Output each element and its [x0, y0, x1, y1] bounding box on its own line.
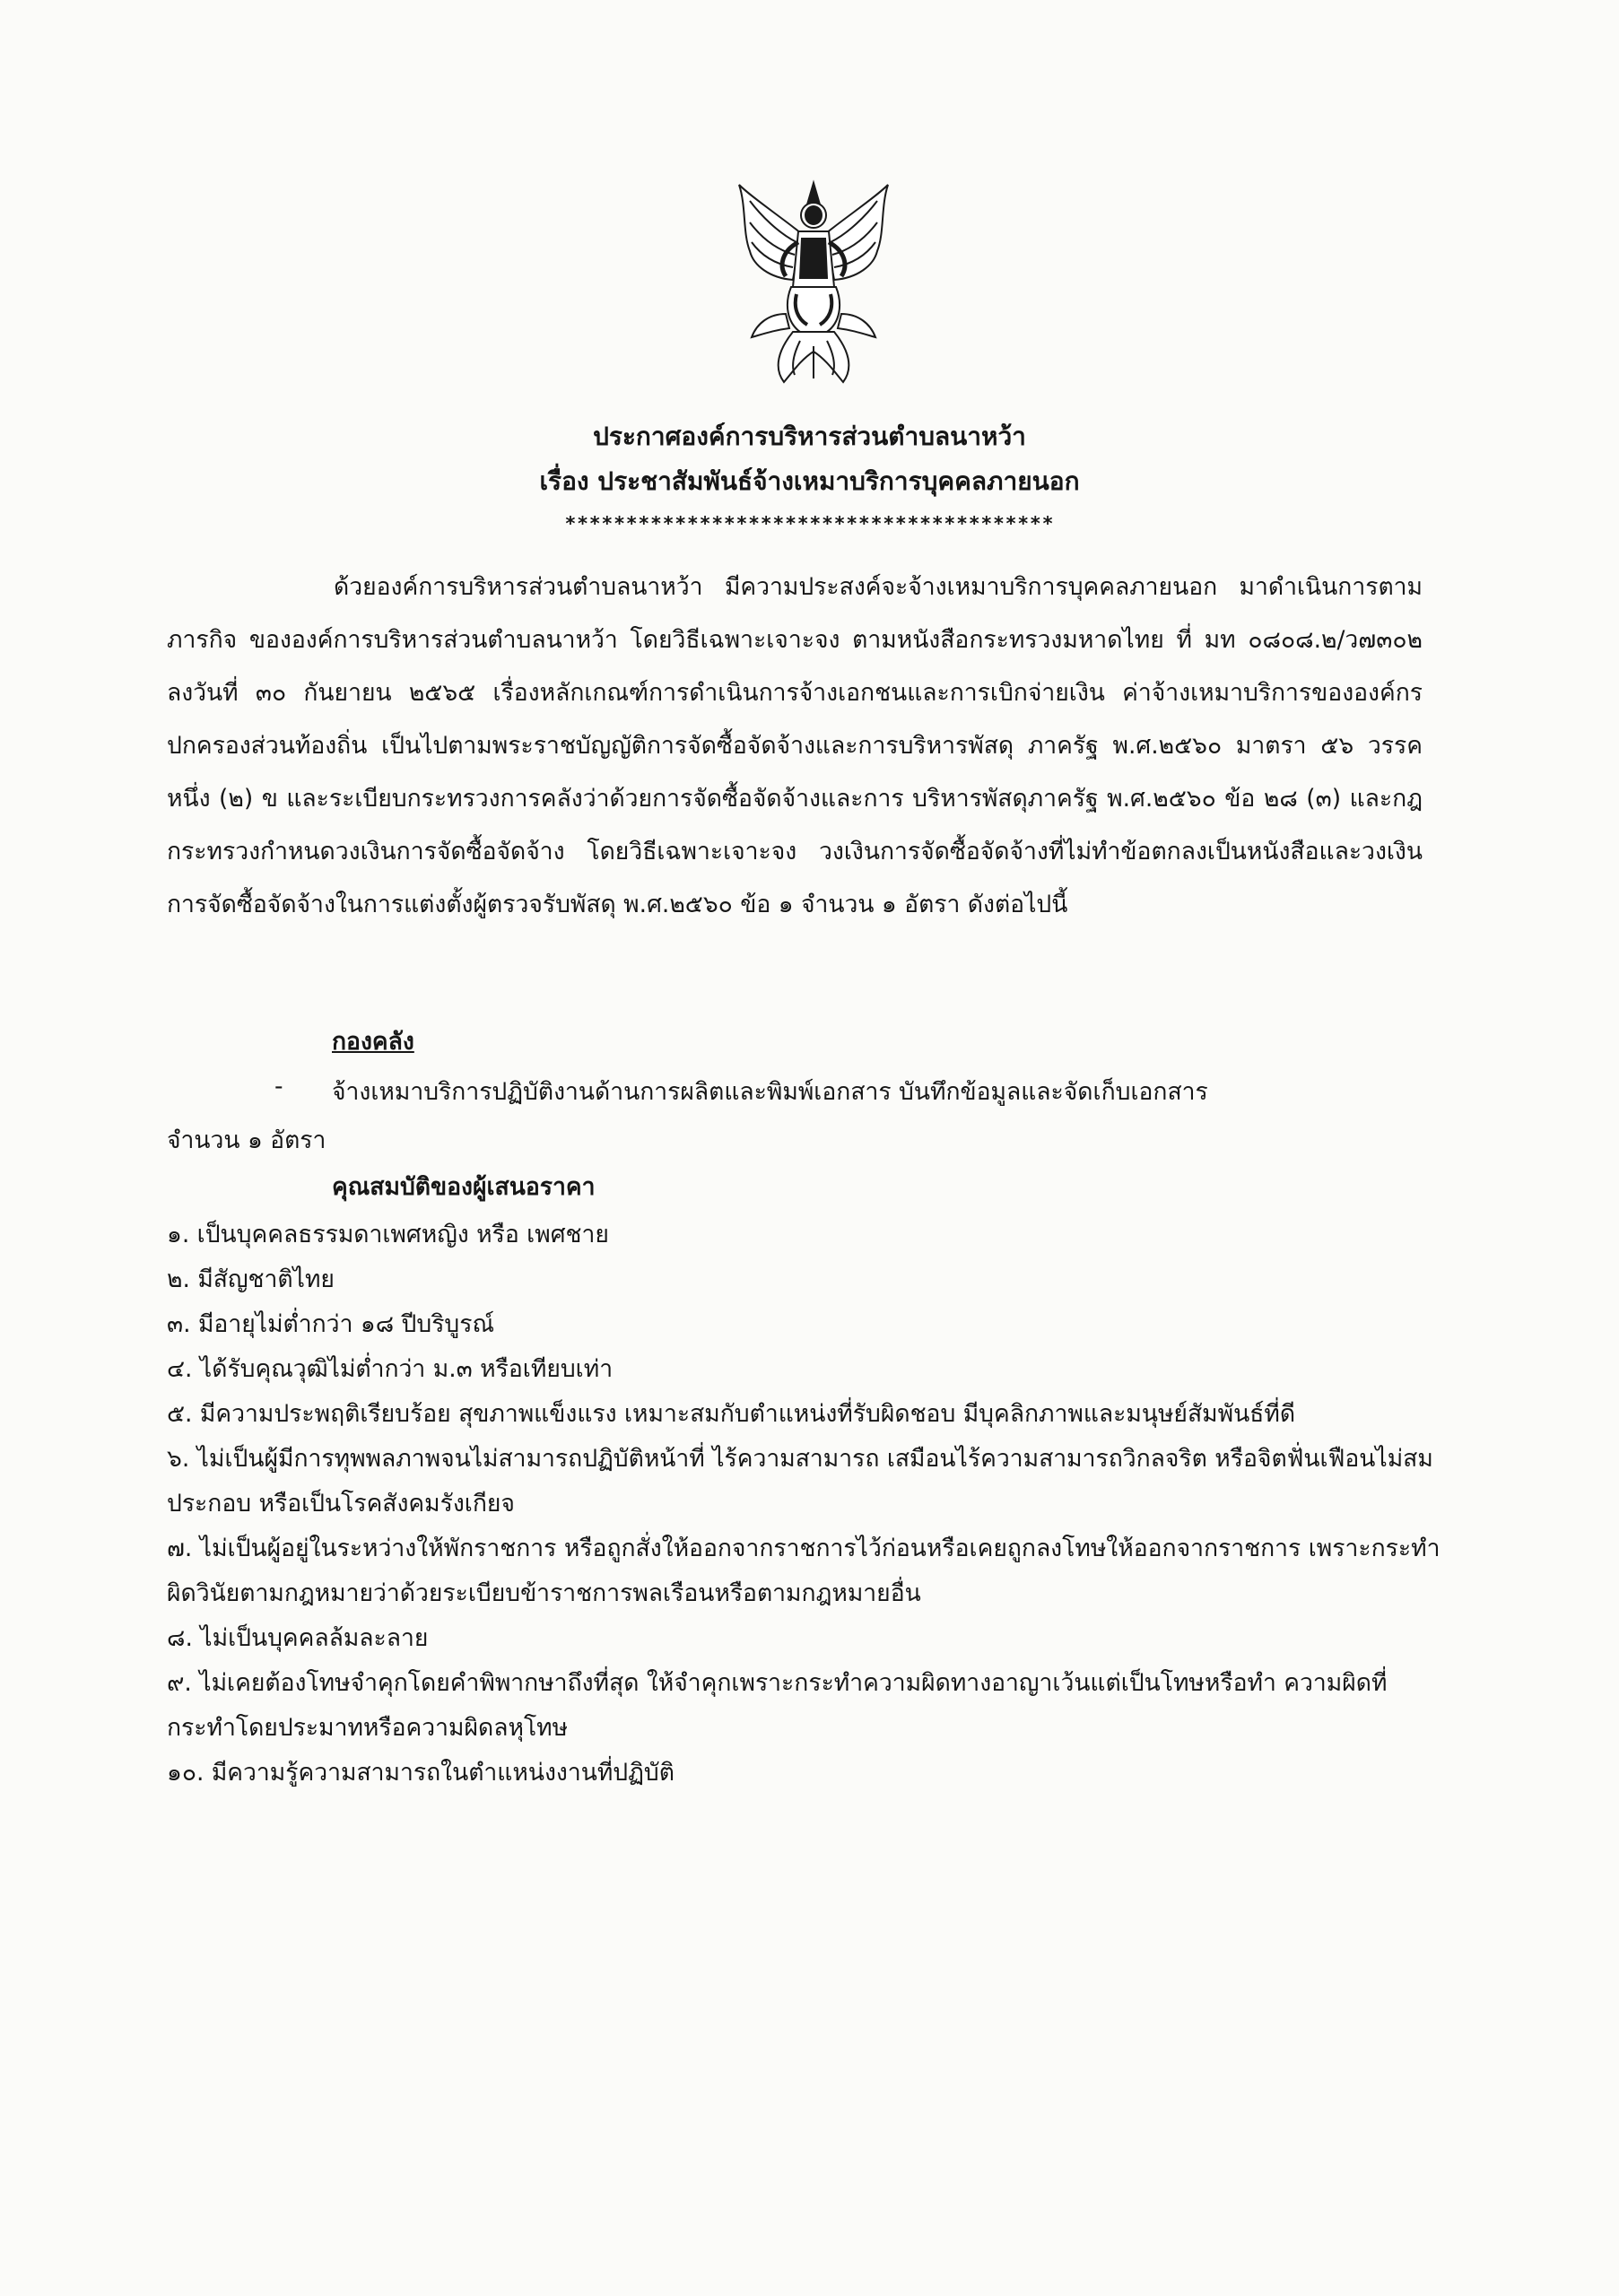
qualification-item: ๒. มีสัญชาติไทย — [167, 1265, 335, 1293]
job-description: จ้างเหมาบริการปฏิบัติงานด้านการผลิตและพิมพ์เอกสาร บันทึกข้อมูลและจัดเก็บเอกสาร — [332, 1078, 1208, 1106]
qualification-item: ๓. มีอายุไม่ต่ำกว่า ๑๘ ปีบริบูรณ์ — [167, 1310, 495, 1338]
announcement-body — [167, 561, 1423, 931]
qualification-item: ๗. ไม่เป็นผู้อยู่ในระหว่างให้พักราชการ หรือถูกสั่งให้ออกจากราชการไว้ก่อนหรือเคยถูกลงโทษให้ออกจากราชการ เพราะกระทำผิดวินัยตามกฎหมายว่าด้วยระเบียบข้าราชการพลเรือนหรือตามกฎหมายอื่น — [167, 1535, 1441, 1607]
announcement-title: ประกาศองค์การบริหารส่วนตำบลนาหว้า — [593, 422, 1026, 451]
qualification-item: ๕. มีความประพฤติเรียบร้อย สุขภาพแข็งแรง เหมาะสมกับตำแหน่งที่รับผิดชอบ มีบุคลิกภาพและมนุษย์สัมพันธ์ที่ดี — [167, 1400, 1296, 1428]
garuda-emblem-icon — [734, 179, 893, 387]
announcement-subject: เรื่อง ประชาสัมพันธ์จ้างเหมาบริการบุคคลภายนอก — [539, 466, 1080, 496]
separator-stars: **************************************** — [564, 513, 1055, 535]
job-bullet-dash: - — [274, 1073, 283, 1100]
section-heading: กองคลัง — [332, 1028, 414, 1056]
qualification-item: ๑๐. มีความรู้ความสามารถในตำแหน่งงานที่ปฏิบัติ — [167, 1759, 675, 1787]
qualification-item: ๔. ได้รับคุณวุฒิไม่ต่ำกว่า ม.๓ หรือเทียบเท่า — [167, 1355, 614, 1383]
qualification-item: ๑. เป็นบุคคลธรรมดาเพศหญิง หรือ เพศชาย — [167, 1221, 609, 1248]
job-count: จำนวน ๑ อัตรา — [167, 1126, 326, 1154]
qualification-item: ๘. ไม่เป็นบุคคลล้มละลาย — [167, 1624, 429, 1652]
qualification-item: ๖. ไม่เป็นผู้มีการทุพพลภาพจนไม่สามารถปฏิบัติหน้าที่ ไร้ความสามารถ เสมือนไร้ความสามารถวิกลจริต หรือจิตฟั่นเฟือนไม่สมประกอบ หรือเป็นโรคสังคมรังเกียจ — [167, 1445, 1433, 1518]
body-paragraph: ด้วยองค์การบริหารส่วนตำบลนาหว้า มีความประสงค์จะจ้างเหมาบริการบุคคลภายนอก มาดำเนินการตามภารกิจ ขององค์การบริหารส่วนตำบลนาหว้า โดยวิธีเฉพาะเจาะจง ตามหนังสือกระทรวงมหาดไทย ที่ มท ๐๘๐๘.๒/ว๗๓๐๒ ลงวันที่ ๓๐ กันยายน ๒๕๖๕ เรื่องหลักเกณฑ์การดำเนินการจ้างเอกชนและการเบิกจ่ายเงิน ค่าจ้างเหมาบริการขององค์กรปกครองส่วนท้องถิ่น เป็นไปตามพระราชบัญญัติการจัดซื้อจัดจ้างและการบริหารพัสดุ ภาครัฐ พ.ศ.๒๕๖๐ มาตรา ๕๖ วรรคหนึ่ง (๒) ข และระเบียบกระทรวงการคลังว่าด้วยการจัดซื้อจัดจ้างและการ บริหารพัสดุภาครัฐ พ.ศ.๒๕๖๐ ข้อ ๒๘ (๓) และกฎกระทรวงกำหนดวงเงินการจัดซื้อจัดจ้าง โดยวิธีเฉพาะเจาะจง วงเงินการจัดซื้อจัดจ้างที่ไม่ทำข้อตกลงเป็นหนังสือและวงเงินการจัดซื้อจัดจ้างในการแต่งตั้งผู้ตรวจรับพัสดุ พ.ศ.๒๕๖๐ ข้อ ๑ จำนวน ๑ อัตรา ดังต่อไปนี้ — [167, 573, 1423, 918]
qualifications-heading: คุณสมบัติของผู้เสนอราคา — [332, 1173, 596, 1201]
qualification-item: ๙. ไม่เคยต้องโทษจำคุกโดยคำพิพากษาถึงที่สุด ให้จำคุกเพราะกระทำความผิดทางอาญาเว้นแต่เป็นโทษหรือทำ ความผิดที่กระทำโดยประมาทหรือความผิดลหุโทษ — [167, 1669, 1388, 1742]
qualifications-list — [167, 1213, 1441, 1796]
